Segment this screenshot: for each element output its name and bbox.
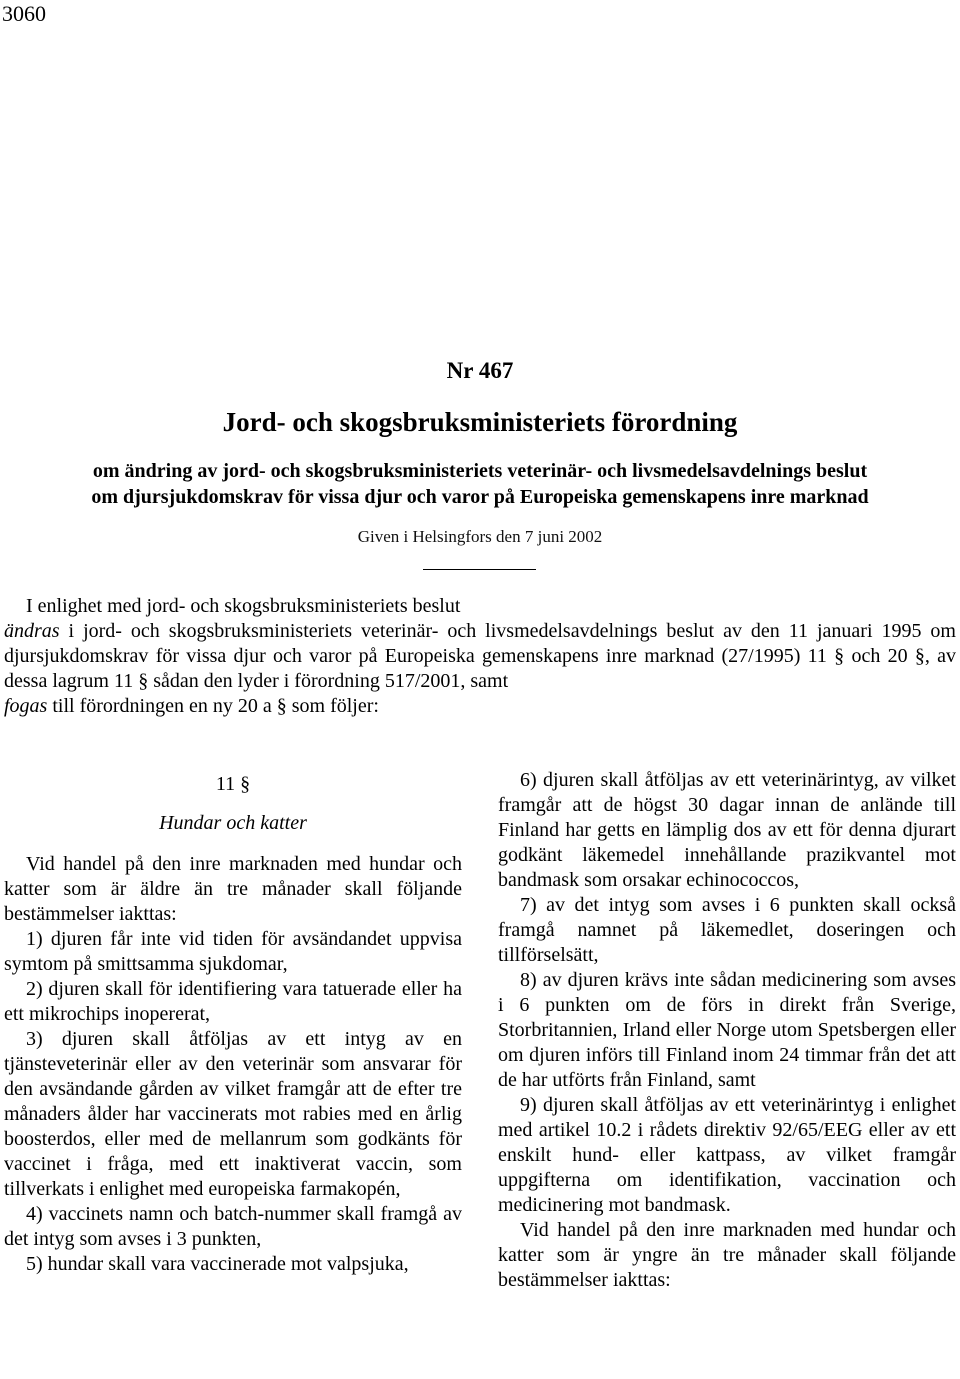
subtitle-line-1: om ändring av jord- och skogsbruksministeriets veterinär- och livsmedelsavdelnings beslut bbox=[92, 460, 868, 482]
preamble-add-text: till förordningen en ny 20 a § som följer: bbox=[47, 695, 379, 717]
preamble-line-1: I enlighet med jord- och skogsbruksministeriets beslut bbox=[26, 595, 461, 617]
list-item: 1) djuren får inte vid tiden för avsändandet uppvisa symtom på smittsamma sjukdomar, bbox=[4, 928, 462, 975]
preamble-amend bbox=[4, 619, 956, 694]
preamble bbox=[4, 594, 956, 719]
page-title: Jord- och skogsbruksministeriets förordning bbox=[222, 407, 738, 437]
emphasis-fogas: fogas bbox=[4, 695, 48, 717]
subtitle bbox=[0, 458, 960, 510]
list-item: 3) djuren skall åtföljas av ett intyg av en tjänsteveterinär eller av den veterinär som ansvarar för den avsändande gården av vilket framgår att de efter tre månaders ålder har vaccinerats mot rabies med en årlig boosterdos, eller med de mellanrum som godkänts för vaccinet i fråga, med ett inaktiverat vaccin, som tillverkats i enlighet med europeiska farmakopén, bbox=[4, 1028, 462, 1200]
list-item: 4) vaccinets namn och batch-nummer skall framgå av det intyg som avses i 3 punkten, bbox=[4, 1203, 462, 1250]
list-item: 8) av djuren krävs inte sådan medicinering som avses i 6 punkten om de förs in direkt från Sverige, Storbritannien, Irland eller Norge utom Spetsbergen eller om djuren införs till Finland inom 24 timmar från det att de har utförts från Finland, samt bbox=[498, 969, 956, 1091]
left-column bbox=[4, 768, 462, 1277]
section-heading: Hundar och katter bbox=[159, 812, 307, 834]
statute-number: Nr 467 bbox=[446, 358, 514, 383]
preamble-add bbox=[4, 694, 956, 719]
list-item: 7) av det intyg som avses i 6 punkten skall också framgå namnet på läkemedlet, doseringen och tillförselsätt, bbox=[498, 894, 956, 966]
page-number: 3060 bbox=[2, 1, 46, 26]
section-number: 11 § bbox=[215, 773, 251, 795]
emphasis-andras: ändras bbox=[4, 620, 60, 642]
list-item: 6) djuren skall åtföljas av ett veterinärintyg, av vilket framgår att de högst 30 dagar innan de anlände till Finland har getts en lämplig dos av ett för denna djurart godkänt läkemedel innehållande prazikvantel mot bandmask som orsakar echinococcos, bbox=[498, 769, 956, 891]
paragraph: Vid handel på den inre marknaden med hundar och katter som är yngre än tre månader skall följande bestämmelser iakttas: bbox=[498, 1219, 956, 1291]
list-item: 2) djuren skall för identifiering vara tatuerade eller ha ett mikrochips inopererat, bbox=[4, 978, 462, 1025]
divider bbox=[423, 569, 536, 570]
right-column bbox=[498, 768, 956, 1293]
preamble-amend-text: i jord- och skogsbruksministeriets veterinär- och livsmedelsavdelnings beslut av den 11 januari 1995 om djursjukdomskrav för vissa djur och varor på Europeiska gemenskapens inre marknad (27/1995) 11 § och 20 §, av dessa lagrum 11 § sådan den lyder i förordning 517/2001, samt bbox=[4, 620, 956, 692]
list-item: 5) hundar skall vara vaccinerade mot valpsjuka, bbox=[26, 1253, 409, 1275]
subtitle-line-2: om djursjukdomskrav för vissa djur och varor på Europeiska gemenskapens inre marknad bbox=[91, 486, 869, 508]
list-item: 9) djuren skall åtföljas av ett veterinärintyg i enlighet med artikel 10.2 i rådets direktiv 92/65/EEG eller av ett enskilt hund- eller kattpass, av vilket framgår uppgifterna om identifikation, vaccination och medicinering mot bandmask. bbox=[498, 1094, 956, 1216]
paragraph: Vid handel på den inre marknaden med hundar och katter som är äldre än tre månader skall följande bestämmelser iakttas: bbox=[4, 853, 462, 925]
given-date: Given i Helsingfors den 7 juni 2002 bbox=[357, 527, 603, 546]
